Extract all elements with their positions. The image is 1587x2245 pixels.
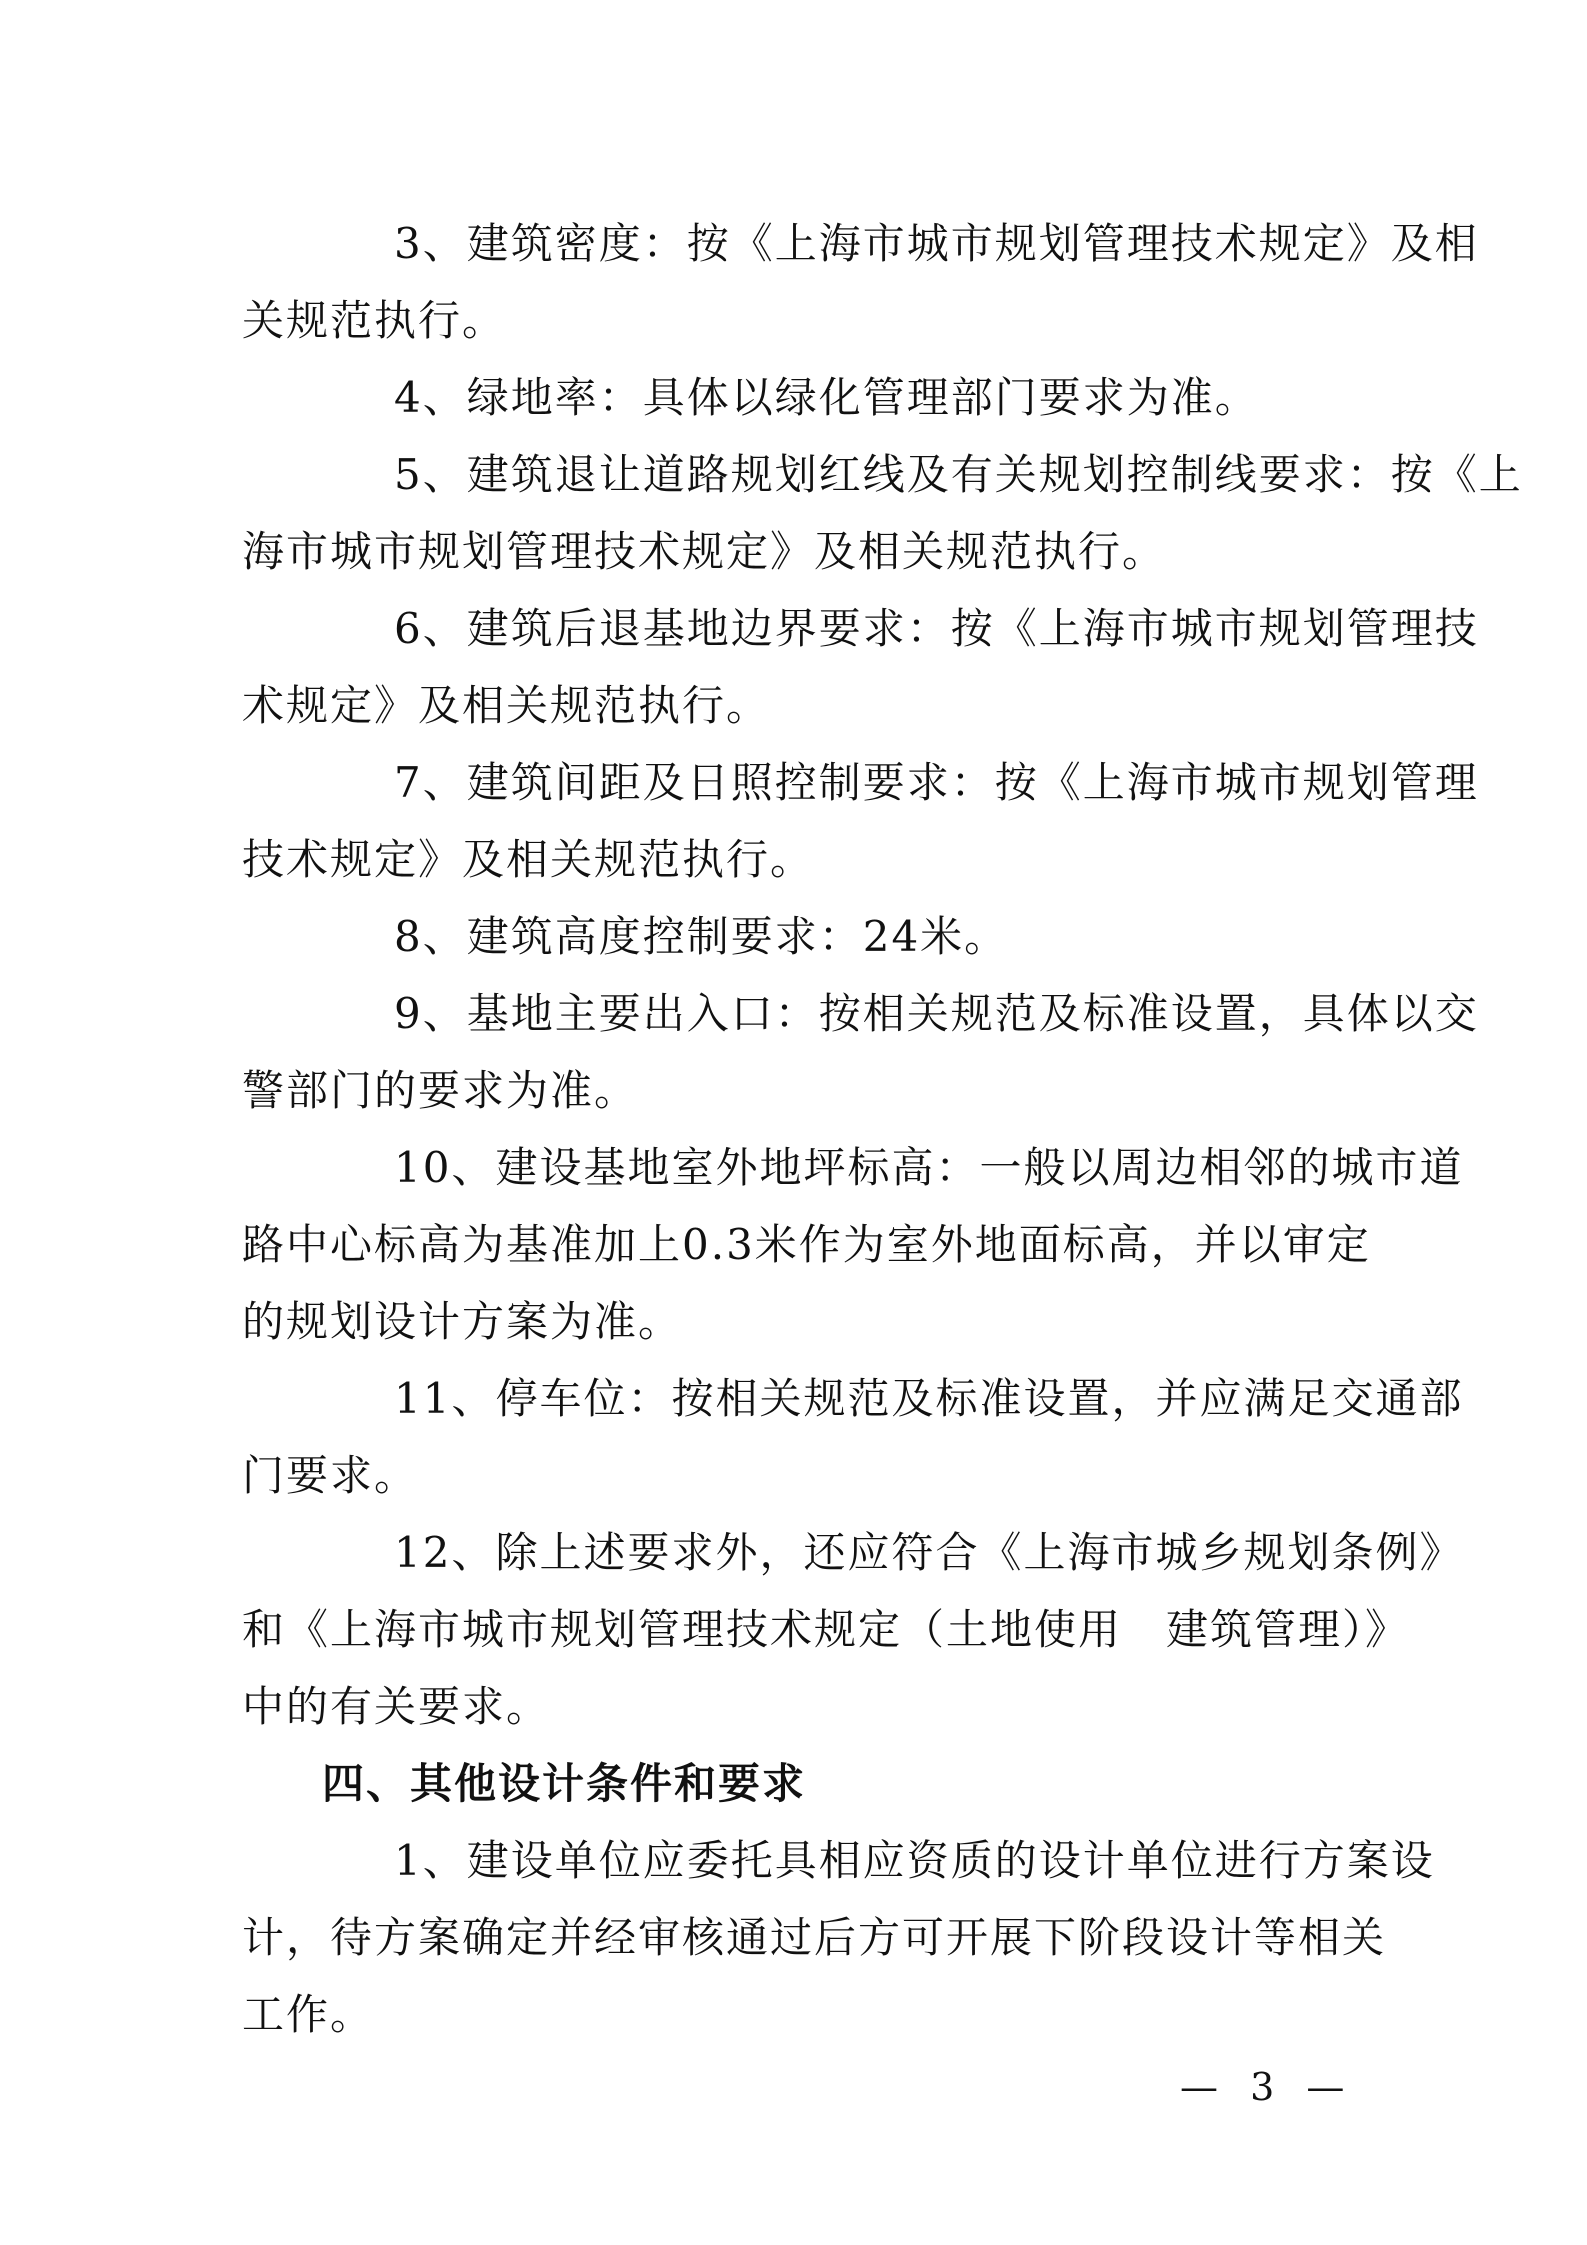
paragraph-line: 12、除上述要求外，还应符合《上海市城乡规划条例》 [394, 1528, 1464, 1577]
section-heading: 四、其他设计条件和要求 [322, 1759, 807, 1808]
paragraph-item-7 [242, 744, 1479, 898]
paragraph-line: 术规定》及相关规范执行。 [242, 681, 771, 730]
paragraph-line: 技术规定》及相关规范执行。 [242, 835, 815, 884]
paragraph-line: 5、建筑退让道路规划红线及有关规划控制线要求：按《上 [394, 450, 1523, 499]
paragraph-line: 7、建筑间距及日照控制要求：按《上海市城市规划管理 [394, 758, 1479, 807]
paragraph-item-11 [242, 1360, 1464, 1514]
paragraph-line: 11、停车位：按相关规范及标准设置，并应满足交通部 [394, 1374, 1464, 1423]
paragraph-line: 的规划设计方案为准。 [242, 1297, 683, 1346]
section-paragraph-item-1 [242, 1822, 1435, 2053]
paragraph-item-9 [242, 975, 1479, 1129]
paragraph-item-3 [242, 205, 1479, 359]
paragraph-line: 1、建设单位应委托具相应资质的设计单位进行方案设 [394, 1836, 1435, 1885]
paragraph-line: 8、建筑高度控制要求：24米。 [394, 912, 1009, 961]
paragraph-line: 警部门的要求为准。 [242, 1066, 639, 1115]
paragraph-line: 工作。 [242, 1990, 375, 2039]
paragraph-item-12 [242, 1514, 1464, 1745]
paragraph-line: 4、绿地率：具体以绿化管理部门要求为准。 [394, 373, 1259, 422]
paragraph-line: 10、建设基地室外地坪标高：一般以周边相邻的城市道 [394, 1143, 1464, 1192]
paragraph-line: 计，待方案确定并经审核通过后方可开展下阶段设计等相关 [242, 1913, 1387, 1962]
paragraph-line: 海市城市规划管理技术规定》及相关规范执行。 [242, 527, 1167, 576]
paragraph-item-8 [242, 898, 1352, 975]
paragraph-line: 关规范执行。 [242, 296, 507, 345]
paragraph-line: 路中心标高为基准加上0.3米作为室外地面标高，并以审定 [242, 1220, 1371, 1269]
paragraph-item-5 [242, 436, 1523, 590]
paragraph-line: 6、建筑后退基地边界要求：按《上海市城市规划管理技 [394, 604, 1479, 653]
paragraph-line: 9、基地主要出入口：按相关规范及标准设置，具体以交 [394, 989, 1479, 1038]
paragraph-item-10 [242, 1129, 1464, 1360]
paragraph-item-4 [242, 359, 1352, 436]
paragraph-line: 和《上海市城市规划管理技术规定（土地使用 建筑管理）》 [242, 1605, 1410, 1654]
paragraph-line: 门要求。 [242, 1451, 419, 1500]
page-number: — 3 — [1180, 2065, 1355, 2109]
paragraph-line: 3、建筑密度：按《上海市城市规划管理技术规定》及相 [394, 219, 1479, 268]
paragraph-line: 中的有关要求。 [242, 1682, 551, 1731]
document-body [242, 205, 1523, 2053]
paragraph-item-6 [242, 590, 1479, 744]
